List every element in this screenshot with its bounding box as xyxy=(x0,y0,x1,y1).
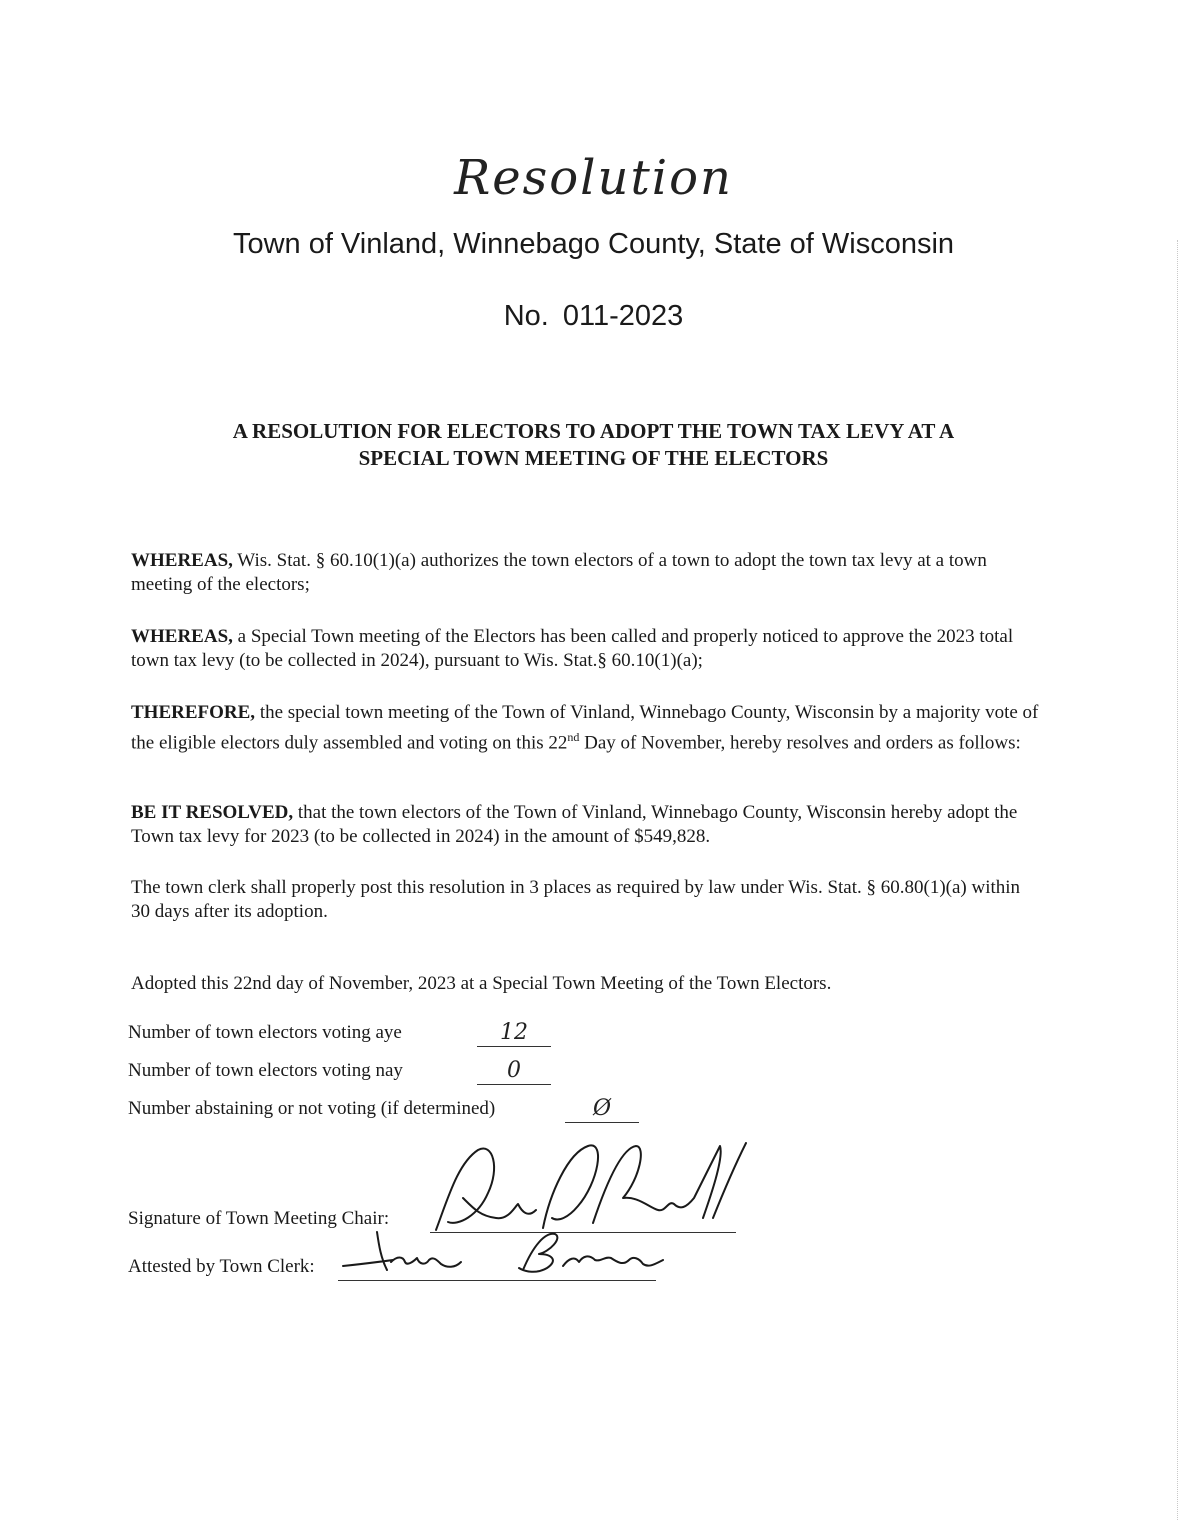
resolution-title-line1: A RESOLUTION FOR ELECTORS TO ADOPT THE TOWN TAX LEVY AT A xyxy=(232,419,955,443)
resolution-number xyxy=(0,300,1187,333)
resolved-paragraph xyxy=(131,801,1041,849)
chair-signature-label: Signature of Town Meeting Chair: xyxy=(128,1208,390,1229)
resolution-title xyxy=(150,418,1037,472)
whereas-lead-2: WHEREAS, xyxy=(131,626,233,647)
town-heading: Town of Vinland, Winnebago County, State of Wisconsin xyxy=(232,228,955,260)
vote-abstain-value: Ø xyxy=(565,1096,639,1123)
vote-row-nay xyxy=(128,1058,521,1084)
clerk-signature-label: Attested by Town Clerk: xyxy=(128,1256,315,1277)
resolved-lead: BE IT RESOLVED, xyxy=(131,802,294,823)
vote-abstain-label: Number abstaining or not voting (if determined) xyxy=(128,1098,496,1119)
whereas-text-2: a Special Town meeting of the Electors has been called and properly noticed to approve the 2023 total town tax levy (to be collected in 2024), pursuant to Wis. Stat.§ 60.10(1)(a); xyxy=(131,626,1014,671)
scan-edge-marks xyxy=(1177,240,1179,1520)
clerk-handwritten-signature xyxy=(333,1226,693,1286)
resolved-text: that the town electors of the Town of Vinland, Winnebago County, Wisconsin hereby adopt the Town tax levy for 2023 (to be collected in 2024) in the amount of $549,828. xyxy=(131,802,1018,847)
resolution-number-label: No. xyxy=(503,300,549,332)
therefore-text-a: the special town meeting of the Town of Vinland, Winnebago County, Wisconsin by a majority vote of the eligible electors duly assembled and voting on this 22 xyxy=(131,702,1039,754)
whereas-lead-1: WHEREAS, xyxy=(131,550,233,571)
adopted-paragraph: Adopted this 22nd day of November, 2023 at a Special Town Meeting of the Town Electors. xyxy=(131,973,832,994)
document-script-title: Resolution xyxy=(454,150,733,206)
posting-paragraph: The town clerk shall properly post this resolution in 3 places as required by law under Wis. Stat. § 60.80(1)(a) within 30 days after its adoption. xyxy=(131,877,1021,922)
whereas-text-1: Wis. Stat. § 60.10(1)(a) authorizes the town electors of a town to adopt the town tax levy at a town meeting of the electors; xyxy=(131,550,987,595)
therefore-paragraph xyxy=(131,701,1041,755)
vote-row-abstain xyxy=(128,1096,612,1122)
vote-nay-value: 0 xyxy=(477,1058,551,1085)
vote-aye-value: 12 xyxy=(477,1020,551,1047)
resolution-title-line2: SPECIAL TOWN MEETING OF THE ELECTORS xyxy=(358,446,829,470)
vote-nay-label: Number of town electors voting nay xyxy=(128,1060,403,1081)
therefore-lead: THEREFORE, xyxy=(131,702,256,723)
vote-row-aye xyxy=(128,1020,528,1046)
clerk-signature-row xyxy=(128,1256,315,1278)
whereas-paragraph-2 xyxy=(131,625,1041,673)
vote-aye-label: Number of town electors voting aye xyxy=(128,1022,402,1043)
whereas-paragraph-1 xyxy=(131,549,1041,597)
resolution-number-value: 011-2023 xyxy=(562,300,684,332)
therefore-sup: nd xyxy=(567,730,580,744)
therefore-text-b: Day of November, hereby resolves and orders as follows: xyxy=(579,732,1021,754)
